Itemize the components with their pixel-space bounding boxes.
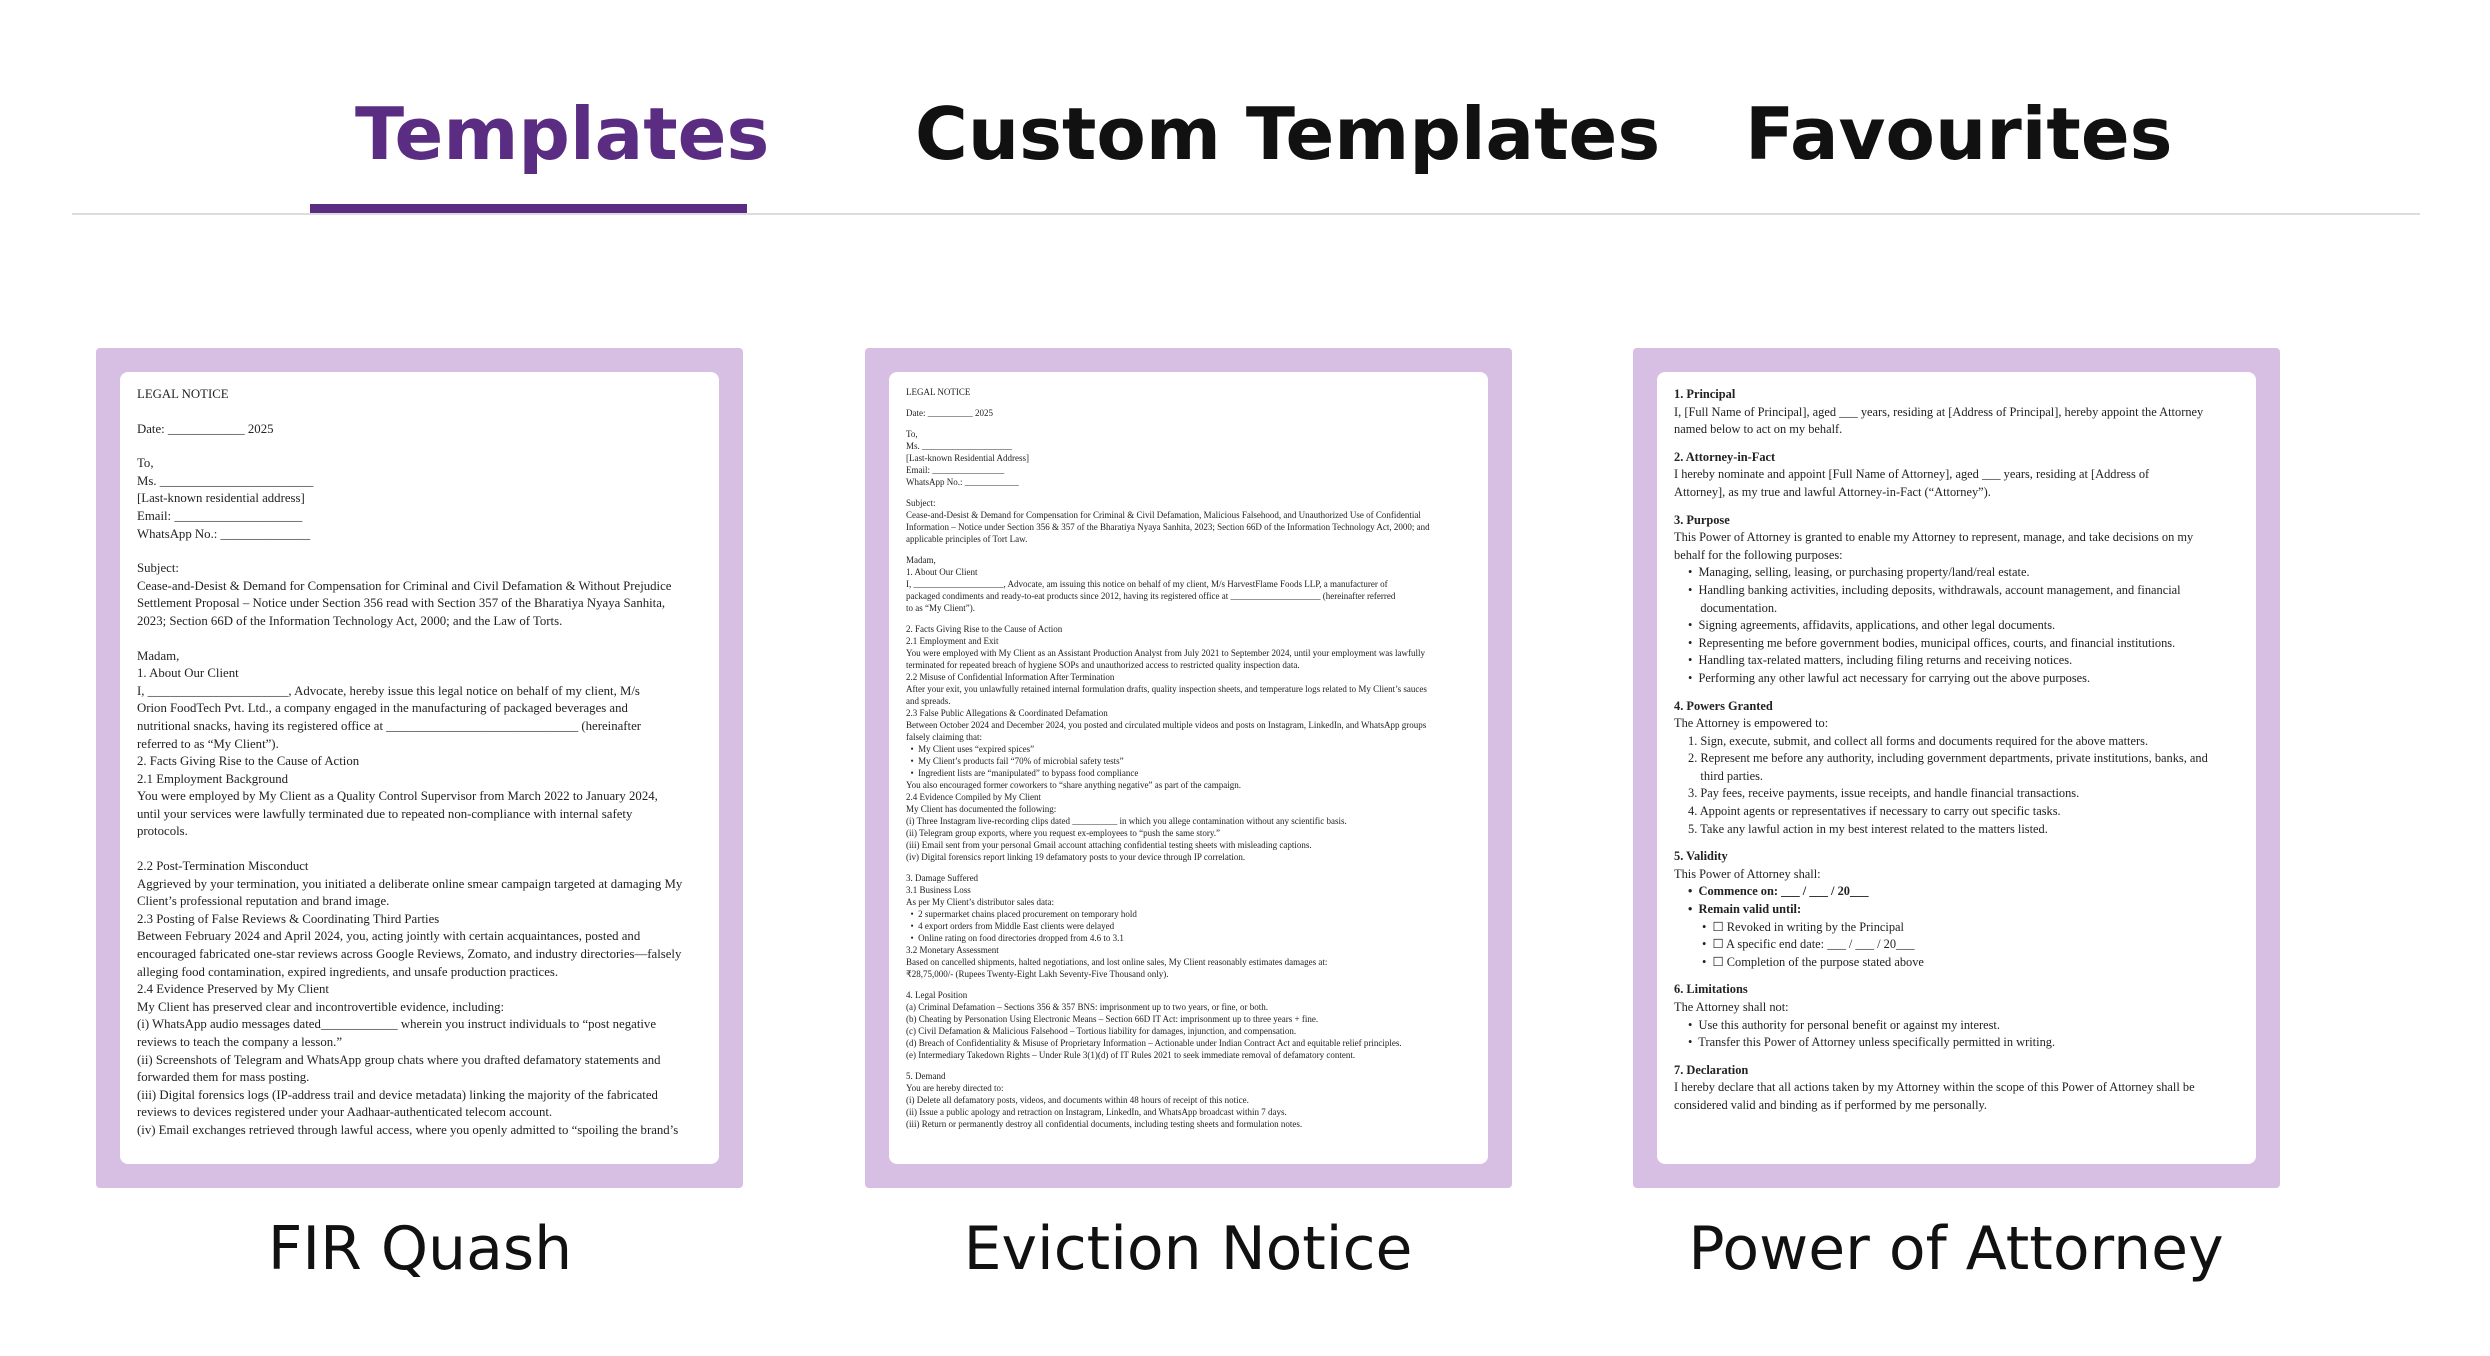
preview-line: 5. Demand xyxy=(906,1071,946,1081)
preview-line: • 2 supermarket chains placed procurement on temporary hold xyxy=(906,909,1137,919)
preview-line: I hereby nominate and appoint [Full Name of Attorney], aged ___ years, residing at [Address of xyxy=(1674,467,2150,482)
tab-custom-templates[interactable]: Custom Templates xyxy=(915,92,1661,176)
preview-line: 2. Attorney-in-Fact xyxy=(1674,449,1776,464)
preview-line: 2.3 Posting of False Reviews & Coordinating Third Parties xyxy=(137,911,440,926)
preview-line: 4. Legal Position xyxy=(906,990,968,1000)
preview-line: (c) Civil Defamation & Malicious Falsehood – Tortious liability for damages, injunction, and compensation. xyxy=(906,1026,1297,1036)
preview-line: reviews to teach the company a lesson.” xyxy=(137,1035,343,1049)
preview-line: reviews to devices registered under your Aadhaar-authenticated telecom account. xyxy=(137,1105,553,1120)
tab-favourites[interactable]: Favourites xyxy=(1745,92,2173,176)
preview-line: My Client has documented the following: xyxy=(906,804,1057,814)
preview-line: 2.1 Employment and Exit xyxy=(906,636,999,646)
preview-line: Between February 2024 and April 2024, you, acting jointly with certain acquaintances, posted and xyxy=(137,929,641,944)
preview-line xyxy=(1674,838,2239,848)
preview-line: To, xyxy=(137,456,154,471)
preview-line: 3. Pay fees, receive payments, issue receipts, and handle financial transactions. xyxy=(1688,786,2080,801)
preview-line: I hereby declare that all actions taken by my Attorney within the scope of this Power of Attorney shall be xyxy=(1674,1080,2195,1095)
preview-line: You were employed with My Client as an Assistant Production Analyst from July 2021 to September 2024, until your employment was lawfully xyxy=(906,648,1426,658)
preview-line: (iii) Return or permanently destroy all confidential documents, including testing sheets and formulation notes. xyxy=(906,1119,1303,1129)
tab-bar xyxy=(0,0,2490,220)
preview-line: (i) Delete all defamatory posts, videos, and documents within 48 hours of receipt of this notice. xyxy=(906,1095,1249,1105)
preview-line xyxy=(137,631,702,648)
preview-document xyxy=(137,386,702,1140)
preview-line: WhatsApp No.: ______________ xyxy=(137,526,311,541)
preview-line: Client’s professional reputation and brand image. xyxy=(137,894,390,909)
preview-line xyxy=(906,863,1471,872)
preview-line: 5. Take any lawful action in my best interest related to the matters listed. xyxy=(1688,821,2048,836)
preview-line xyxy=(1674,502,2239,512)
preview-line: 5. Validity xyxy=(1674,849,1728,864)
preview-line xyxy=(1674,971,2239,981)
template-preview xyxy=(1657,372,2256,1164)
template-title-eviction-notice[interactable]: Eviction Notice xyxy=(963,1214,1413,1284)
preview-line: The Attorney is empowered to: xyxy=(1674,716,1829,731)
preview-line: Date: ____________ 2025 xyxy=(137,421,274,436)
preview-line xyxy=(906,398,1471,407)
preview-line: (a) Criminal Defamation – Sections 356 & 357 BNS: imprisonment up to two years, or fine, or both. xyxy=(906,1002,1268,1012)
preview-line: falsely claiming that: xyxy=(906,732,982,742)
preview-line xyxy=(137,438,702,455)
preview-line: 6. Limitations xyxy=(1674,982,1748,997)
preview-line: • Use this authority for personal benefit or against my interest. xyxy=(1688,1017,2000,1032)
template-card-power-of-attorney[interactable] xyxy=(1633,348,2280,1188)
preview-line xyxy=(137,543,702,560)
preview-line: nutritional snacks, having its registered office at ______________________________ (hereinafter xyxy=(137,718,642,733)
preview-line: I, [Full Name of Principal], aged ___ years, residing at [Address of Principal], hereby appoint the Attorney xyxy=(1674,404,2204,419)
preview-line: to as “My Client”). xyxy=(906,603,975,613)
preview-line: • Signing agreements, affidavits, applications, and other legal documents. xyxy=(1688,618,2056,633)
preview-line: Subject: xyxy=(137,561,179,576)
preview-line: WhatsApp No.: ____________ xyxy=(906,477,1019,487)
preview-line: • Performing any other lawful act necessary for carrying out the above purposes. xyxy=(1688,670,2091,685)
preview-line: Between October 2024 and December 2024, you posted and circulated multiple videos and posts on Instagram, LinkedIn, and WhatsApp groups xyxy=(906,720,1427,730)
preview-line: • ☐ Revoked in writing by the Principal xyxy=(1702,919,1904,934)
preview-line: • Commence on: ___ / ___ / 20___ xyxy=(1688,884,1869,899)
preview-line: • Remain valid until: xyxy=(1688,902,1802,917)
preview-line: Ms. ________________________ xyxy=(137,473,314,488)
preview-line: I, ______________________, Advocate, hereby issue this legal notice on behalf of my client, M/s xyxy=(137,683,640,698)
preview-line: encouraged fabricated one-star reviews across Google Reviews, Zomato, and industry directories—falsely xyxy=(137,947,682,962)
preview-line: forwarded them for mass posting. xyxy=(137,1070,310,1085)
preview-line: 3. Damage Suffered xyxy=(906,873,979,883)
preview-line: Based on cancelled shipments, halted negotiations, and lost online sales, My Client reasonably estimates damages at: xyxy=(906,957,1328,967)
preview-line: 2. Represent me before any authority, including government departments, private institutions, banks, and xyxy=(1688,751,2208,766)
preview-line: LEGAL NOTICE xyxy=(137,387,229,401)
preview-line: 2.2 Misuse of Confidential Information After Termination xyxy=(906,672,1115,682)
preview-line: (iv) Email exchanges retrieved through lawful access, where you openly admitted to “spoiling the brand’s xyxy=(137,1122,679,1137)
preview-line: third parties. xyxy=(1688,768,1764,783)
preview-line: (e) Intermediary Takedown Rights – Under Rule 3(1)(d) of IT Rules 2021 to seek immediate removal of defamatory content. xyxy=(906,1050,1356,1060)
preview-line: until your services were lawfully terminated due to repeated non-compliance with internal safety xyxy=(137,806,633,821)
preview-line: LEGAL NOTICE xyxy=(906,387,971,397)
preview-line: 1. About Our Client xyxy=(137,666,239,681)
preview-line: Madam, xyxy=(137,648,180,663)
preview-line: • Representing me before government bodies, municipal offices, courts, and financial institutions. xyxy=(1688,635,2176,650)
preview-line: Cease-and-Desist & Demand for Compensation for Criminal & Civil Defamation, Malicious Falsehood, and Unauthorized Use of Confidential xyxy=(906,510,1421,520)
preview-line: applicable principles of Tort Law. xyxy=(906,534,1028,544)
tab-divider xyxy=(72,213,2420,215)
preview-line: • Managing, selling, leasing, or purchasing property/land/real estate. xyxy=(1688,565,2030,580)
preview-line: (iii) Email sent from your personal Gmail account attaching confidential testing sheets with misleading captions. xyxy=(906,840,1312,850)
preview-line: 2.4 Evidence Preserved by My Client xyxy=(137,982,329,997)
preview-line xyxy=(906,1061,1471,1070)
preview-line: 7. Declaration xyxy=(1674,1062,1749,1077)
preview-line: and spreads. xyxy=(906,696,951,706)
preview-line: My Client has preserved clear and incontrovertible evidence, including: xyxy=(137,999,505,1014)
preview-line: I, ____________________, Advocate, am issuing this notice on behalf of my client, M/s HarvestFlame Foods LLP, a manufacturer of xyxy=(906,579,1388,589)
preview-line: • Online rating on food directories dropped from 4.6 to 3.1 xyxy=(906,933,1124,943)
preview-line: 2023; Section 66D of the Information Technology Act, 2000; and the Law of Torts. xyxy=(137,613,563,628)
preview-line: Orion FoodTech Pvt. Ltd., a company engaged in the manufacturing of packaged beverages and xyxy=(137,701,628,716)
preview-line: Madam, xyxy=(906,555,936,565)
preview-line: behalf for the following purposes: xyxy=(1674,547,1843,562)
template-title-fir-quash[interactable]: FIR Quash xyxy=(267,1214,573,1284)
preview-line: To, xyxy=(906,429,918,439)
preview-line: Ms. ____________________ xyxy=(906,441,1013,451)
preview-document xyxy=(1674,386,2239,1115)
preview-line: named below to act on my behalf. xyxy=(1674,422,1843,437)
template-card-eviction-notice[interactable] xyxy=(865,348,1512,1188)
preview-line: • Handling banking activities, including deposits, withdrawals, account management, and financial xyxy=(1688,582,2181,597)
preview-line: 2.2 Post-Termination Misconduct xyxy=(137,859,309,874)
preview-line: • 4 export orders from Middle East clients were delayed xyxy=(906,921,1115,931)
preview-line xyxy=(906,419,1471,428)
preview-line: You were employed by My Client as a Quality Control Supervisor from March 2022 to January 2024, xyxy=(137,789,658,804)
template-title-power-of-attorney[interactable]: Power of Attorney xyxy=(1688,1214,2224,1284)
preview-line: This Power of Attorney is granted to enable my Attorney to represent, manage, and take decisions on my xyxy=(1674,530,2194,545)
preview-line xyxy=(137,404,702,421)
preview-line: (iii) Digital forensics logs (IP-address trail and device metadata) linking the majority of the fabricated xyxy=(137,1087,658,1102)
preview-line: Email: ____________________ xyxy=(137,508,303,523)
preview-line: 2.1 Employment Background xyxy=(137,771,289,786)
preview-line: • ☐ A specific end date: ___ / ___ / 20___ xyxy=(1702,937,1915,952)
preview-line xyxy=(906,980,1471,989)
preview-line xyxy=(1674,1052,2239,1062)
preview-line: 1. Principal xyxy=(1674,387,1736,401)
template-preview xyxy=(120,372,719,1164)
preview-line: • ☐ Completion of the purpose stated above xyxy=(1702,954,1924,969)
preview-line: Email: ________________ xyxy=(906,465,1005,475)
preview-line: 3. Purpose xyxy=(1674,512,1730,527)
preview-line xyxy=(1674,439,2239,449)
preview-line xyxy=(1674,688,2239,698)
preview-line: [Last-known residential address] xyxy=(137,491,305,506)
preview-line: ₹28,75,000/- (Rupees Twenty-Eight Lakh Seventy-Five Thousand only). xyxy=(906,969,1169,979)
preview-line: documentation. xyxy=(1688,600,1778,615)
preview-line: The Attorney shall not: xyxy=(1674,1000,1789,1014)
preview-line: You also encouraged former coworkers to “share anything negative” as part of the campaign. xyxy=(906,780,1241,790)
tab-templates[interactable]: Templates xyxy=(355,92,770,176)
preview-line: (iv) Digital forensics report linking 19 defamatory posts to your device through IP correlation. xyxy=(906,852,1246,862)
preview-line: • Transfer this Power of Attorney unless specifically permitted in writing. xyxy=(1688,1035,2056,1050)
template-card-fir-quash[interactable] xyxy=(96,348,743,1188)
preview-line: (i) Three Instagram live-recording clips dated __________ in which you allege contamination without any scientific basis. xyxy=(906,816,1347,826)
preview-line: (i) WhatsApp audio messages dated____________ wherein you instruct individuals to “post negative xyxy=(137,1017,657,1032)
preview-line: 2. Facts Giving Rise to the Cause of Action xyxy=(137,754,360,769)
preview-line: After your exit, you unlawfully retained internal formulation drafts, quality inspection sheets, and temperature logs related to My Client’s sauces xyxy=(906,684,1427,694)
preview-line: • My Client uses “expired spices” xyxy=(906,744,1035,754)
preview-line: 4. Appoint agents or representatives if necessary to carry out specific tasks. xyxy=(1688,804,2061,819)
preview-line: 2. Facts Giving Rise to the Cause of Action xyxy=(906,624,1063,634)
preview-line: You are hereby directed to: xyxy=(906,1083,1004,1093)
template-preview xyxy=(889,372,1488,1164)
preview-line: • My Client’s products fail “70% of microbial safety tests” xyxy=(906,756,1124,766)
preview-line: (ii) Issue a public apology and retraction on Instagram, LinkedIn, and WhatsApp broadcast within 7 days. xyxy=(906,1107,1287,1117)
preview-line: • Ingredient lists are “manipulated” to bypass food compliance xyxy=(906,768,1139,778)
preview-line: This Power of Attorney shall: xyxy=(1674,866,1821,881)
preview-line: 1. Sign, execute, submit, and collect all forms and documents required for the above matters. xyxy=(1688,733,2149,748)
preview-line: (ii) Screenshots of Telegram and WhatsApp group chats where you drafted defamatory statements and xyxy=(137,1052,661,1067)
preview-line: 4. Powers Granted xyxy=(1674,698,1773,713)
preview-line: packaged condiments and ready-to-eat products since 2012, having its registered office at ____________________ (hereinafter referred xyxy=(906,591,1396,601)
preview-line: (ii) Telegram group exports, where you request ex-employees to “push the same story.” xyxy=(906,828,1221,838)
preview-line: • Handling tax-related matters, including filing returns and receiving notices. xyxy=(1688,653,2073,668)
preview-line xyxy=(906,545,1471,554)
preview-line: Attorney], as my true and lawful Attorney-in-Fact (“Attorney”). xyxy=(1674,484,1991,499)
preview-line: As per My Client’s distributor sales data: xyxy=(906,897,1054,907)
preview-line: referred to as “My Client”). xyxy=(137,736,279,751)
preview-line: considered valid and binding as if performed by me personally. xyxy=(1674,1097,1988,1112)
preview-document xyxy=(906,386,1471,1130)
preview-line: 3.1 Business Loss xyxy=(906,885,971,895)
preview-line: 1. About Our Client xyxy=(906,567,978,577)
preview-line: 3.2 Monetary Assessment xyxy=(906,945,999,955)
preview-line: Subject: xyxy=(906,498,936,508)
preview-line: Date: __________ 2025 xyxy=(906,408,993,418)
preview-line xyxy=(906,614,1471,623)
preview-line: alleging food contamination, expired ingredients, and unsafe production practices. xyxy=(137,964,559,979)
preview-line: Settlement Proposal – Notice under Section 356 read with Section 357 of the Bharatiya Nyaya Sanhita, xyxy=(137,596,666,611)
preview-line: [Last-known Residential Address] xyxy=(906,453,1029,463)
preview-line xyxy=(906,488,1471,497)
preview-line xyxy=(137,841,702,858)
preview-line: 2.3 False Public Allegations & Coordinated Defamation xyxy=(906,708,1108,718)
preview-line: (d) Breach of Confidentiality & Misuse of Proprietary Information – Actionable under Indian Contract Act and equitable relief principles. xyxy=(906,1038,1402,1048)
preview-line: Cease-and-Desist & Demand for Compensation for Criminal and Civil Defamation & Without Prejudice xyxy=(137,578,672,593)
preview-line: Aggrieved by your termination, you initiated a deliberate online smear campaign targeted at damaging My xyxy=(137,876,683,891)
preview-line: terminated for repeated breach of hygiene SOPs and unauthorized access to restricted quality inspection data. xyxy=(906,660,1300,670)
preview-line: 2.4 Evidence Compiled by My Client xyxy=(906,792,1041,802)
preview-line: protocols. xyxy=(137,824,188,839)
preview-line: Information – Notice under Section 356 & 357 of the Bharatiya Nyaya Sanhita, 2023; Section 66D of the Information Technology Act, 2000; and xyxy=(906,522,1430,532)
preview-line: (b) Cheating by Personation Using Electronic Means – Section 66D IT Act: imprisonment up to three years + fine. xyxy=(906,1014,1319,1024)
